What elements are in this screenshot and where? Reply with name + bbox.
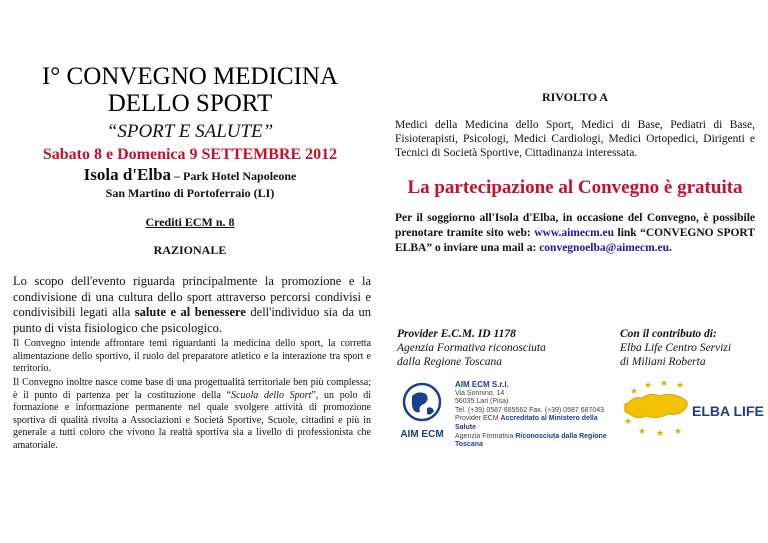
rivolto-text: Medici della Medicina dello Sport, Medici di Base, Pediatri di Base, Fisioterapisti, Psicologi, Medici Cardiologi, Medici Ortopedici, Dirigenti e Tecnici di Società Sportive, Cittadinanza interessata. <box>395 119 755 159</box>
aim-company: AIM ECM S.r.l. <box>455 380 509 389</box>
aim-ecm-details <box>455 381 615 450</box>
aim-address-2: 56035 Lari (Pisa) <box>455 398 509 406</box>
p1-text-a: Lo scopo dell'evento riguarda principalmente la promozione e la condivisione di una cultura dello sport attraverso percorsi condivisi e condivisibili legati alla <box>13 274 371 319</box>
event-place <box>20 165 360 185</box>
svg-text:★: ★ <box>656 428 665 438</box>
stay-text-c: . <box>669 242 672 254</box>
p1-bold: salute e al benessere <box>134 305 246 319</box>
p3-text-a: Il Convegno inoltre nasce come base di una progettualità territoriale ben più complessa; è il punto di partenza per la costituzione della “ <box>13 377 371 401</box>
email-link[interactable]: convegnoelba@aimecm.eu <box>539 242 670 254</box>
elba-island-shape <box>625 394 688 417</box>
svg-text:★: ★ <box>660 378 669 388</box>
website-link[interactable]: www.aimecm.eu <box>534 227 615 239</box>
svg-text:★: ★ <box>638 426 647 436</box>
contributor-line2: di Miliani Roberta <box>620 356 706 368</box>
provider-line1: Agenzia Formativa riconosciuta <box>397 342 546 354</box>
contributor-line1: Elba Life Centro Servizi <box>620 342 732 354</box>
stay-text-a: Per il soggiorno all'Isola d'Elba, in occasione del Convegno, è possibile prenotare tramite sito web: <box>395 212 755 239</box>
elba-logo-label: ELBA LIFE <box>692 403 764 419</box>
aim-address-1: Via Sonnino, 14 <box>455 389 505 397</box>
event-title <box>20 63 360 117</box>
provider-block <box>397 327 597 369</box>
stay-text-b: link “CONVEGNO SPORT ELBA” o inviare una mail a: <box>395 227 755 254</box>
free-participation-heading: La partecipazione al Convegno è gratuita <box>407 177 743 198</box>
svg-text:★: ★ <box>622 400 631 410</box>
event-title-line1: I° CONVEGNO MEDICINA <box>41 63 339 90</box>
event-title-line2: DELLO SPORT <box>107 90 273 117</box>
place-hotel: – Park Hotel Napoleone <box>171 169 297 183</box>
svg-text:★: ★ <box>630 386 639 396</box>
place-main: Isola d'Elba <box>83 165 172 184</box>
razionale-paragraph-3 <box>13 377 371 452</box>
aim-accreditation-1: Provider ECM Accreditato al Ministero della Salute <box>455 415 598 431</box>
aim-ecm-logo <box>396 380 448 440</box>
razionale-heading: RAZIONALE <box>153 243 227 257</box>
svg-text:★: ★ <box>644 380 653 390</box>
elba-life-logo <box>618 378 764 438</box>
event-town: San Martino di Portoferraio (LI) <box>105 186 275 200</box>
provider-line2: dalla Regione Toscana <box>397 356 502 368</box>
aim-logo-label: AIM ECM <box>400 429 444 440</box>
p1-text-b: dell'individuo sia da un punto di vista fisiologico che psicologico. <box>13 305 371 335</box>
svg-text:★: ★ <box>624 416 633 426</box>
contributor-title: Con il contributo di: <box>620 328 717 340</box>
contributor-block <box>620 327 760 369</box>
aim-accreditation-2: Agenzia Formativa Riconosciuta dalla Regione Toscana <box>455 432 607 449</box>
provider-title: Provider E.C.M. ID 1178 <box>397 328 516 340</box>
aim-phone: Tel. (+39) 0587 685562 Fax. (+39) 0587 687043 <box>455 406 605 414</box>
event-dates: Sabato 8 e Domenica 9 SETTEMBRE 2012 <box>42 146 338 163</box>
stay-info <box>395 211 755 256</box>
p3-text-b: ”, un polo di formazione e informazione permanente nel quale svolgere attività di promozione sportiva di qualità rivolta a Associazioni e Società Sportive, Scuole, cittadini e più in generale a tutti coloro che vivono la realtà sportiva sia a livello di professionista che amatoriale. <box>13 389 372 451</box>
svg-text:★: ★ <box>676 380 685 390</box>
svg-text:★: ★ <box>674 426 683 436</box>
event-subtitle: “SPORT E SALUTE” <box>106 121 274 142</box>
p3-italic: Scuola dello Sport <box>231 389 312 401</box>
ecm-credits: Crediti ECM n. 8 <box>145 215 235 229</box>
rivolto-heading: RIVOLTO A <box>541 90 609 104</box>
razionale-paragraph-2: Il Convegno intende affrontare temi riguardanti la medicina dello sport, la corretta alimentazione dello sportivo, il ruolo del preparatore atletico e la interazione tra sport e territorio. <box>13 338 371 374</box>
razionale-paragraph-1 <box>13 274 371 336</box>
